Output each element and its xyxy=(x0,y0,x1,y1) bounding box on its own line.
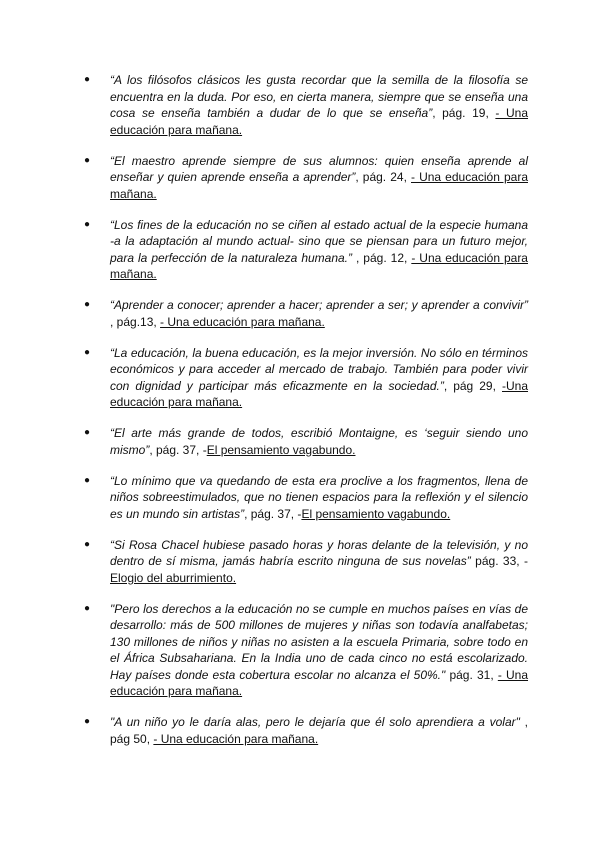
list-item xyxy=(84,345,528,411)
quote-text: “El maestro aprende siempre de sus alumnos: quien enseña aprende al enseñar y quien aprende enseña a aprender” xyxy=(110,153,528,184)
quote-text: “A los filósofos clásicos les gusta recordar que la semilla de la filosofía se encuentra en la duda. Por eso, en cierta manera, siempre que se enseña una cosa se enseña también a dudar de lo que se enseña” xyxy=(110,73,528,120)
page-reference: , pág. 19, xyxy=(432,106,496,120)
page-reference: , pág. 12, xyxy=(352,250,412,265)
list-item xyxy=(84,297,528,330)
bullet-icon: ● xyxy=(84,74,91,85)
source-title: - Una educación para mañana. xyxy=(110,106,529,137)
list-item xyxy=(84,425,528,458)
bullet-icon: ● xyxy=(84,299,91,310)
source-title: -Una educación para mañana. xyxy=(110,378,529,409)
bullet-icon: ● xyxy=(84,602,91,614)
bullet-icon: ● xyxy=(84,218,91,230)
quote-text: "Pero los derechos a la educación no se cumple en muchos países en vías de desarrollo: más de 500 millones de mujeres y niñas son todavía analfabetas; 130 millones de niños y niñas no asisten a la escuela Primaria, sobre todo en el África Subsahariana. En la India uno de cada cinco no está escolarizado. Hay países donde esta cobertura escolar no alcanza el 50%." xyxy=(110,601,528,682)
list-item xyxy=(84,714,528,747)
source-title: Elogio del aburrimiento. xyxy=(110,570,237,585)
list-item xyxy=(84,537,528,587)
quote-list xyxy=(84,72,528,762)
list-item xyxy=(84,72,528,138)
quote-text: "A un niño yo le daría alas, pero le dejaría que él solo aprendiera a volar" xyxy=(110,715,520,729)
source-title: - Una educación para mañana. xyxy=(153,731,319,746)
source-title: - Una educación para mañana. xyxy=(110,667,529,698)
page-reference: pág. 31, xyxy=(445,667,498,682)
quote-text: “Los fines de la educación no se ciñen al estado actual de la especie humana -a la adaptación al mundo actual- sino que se piensan para un futuro mejor, para la perfección de la naturaleza humana.” xyxy=(110,217,528,265)
bullet-icon: ● xyxy=(84,346,91,358)
bullet-icon: ● xyxy=(84,716,91,727)
page-reference: , pág 29, xyxy=(443,378,502,393)
list-item xyxy=(84,601,528,700)
page-reference: , pág. 37, - xyxy=(149,442,207,457)
bullet-icon: ● xyxy=(84,538,91,550)
source-title: El pensamiento vagabundo. xyxy=(301,506,451,521)
quote-text: “Aprender a conocer; aprender a hacer; aprender a ser; y aprender a convivir” xyxy=(110,298,528,312)
bullet-icon: ● xyxy=(84,427,91,438)
page-reference: , pág. 37, - xyxy=(244,506,302,521)
list-item xyxy=(84,153,528,203)
quote-text: “La educación, la buena educación, es la mejor inversión. No sólo en términos económicos y para acceder al mercado de trabajo. También para poder vivir con dignidad y participar más eficazmente en la sociedad.” xyxy=(110,345,528,393)
source-title: - Una educación para mañana. xyxy=(110,250,528,281)
quote-text: “Si Rosa Chacel hubiese pasado horas y horas delante de la televisión, y no dentro de sí misma, jamás habría escrito ninguna de sus novelas” xyxy=(110,537,528,568)
quote-text: “El arte más grande de todos, escribió Montaigne, es ‘seguir siendo uno mismo” xyxy=(110,426,528,457)
page-reference: , pág.13, xyxy=(110,314,161,329)
list-item xyxy=(84,473,528,523)
page-reference: , pág. 24, xyxy=(355,170,411,184)
list-item xyxy=(84,217,528,283)
quote-text: “Lo mínimo que va quedando de esta era proclive a los fragmentos, llena de niños sobreestimulados, que no tienen espacios para la reflexión y el silencio es un mundo sin artistas” xyxy=(110,473,528,521)
bullet-icon: ● xyxy=(84,474,91,486)
source-title: - Una educación para mañana. xyxy=(160,314,325,329)
source-title: - Una educación para mañana. xyxy=(110,170,528,201)
bullet-icon: ● xyxy=(84,154,91,166)
source-title: El pensamiento vagabundo. xyxy=(206,442,356,457)
page-reference: pág. 33, - xyxy=(470,554,528,568)
page-reference: , pág 50, xyxy=(110,715,528,746)
